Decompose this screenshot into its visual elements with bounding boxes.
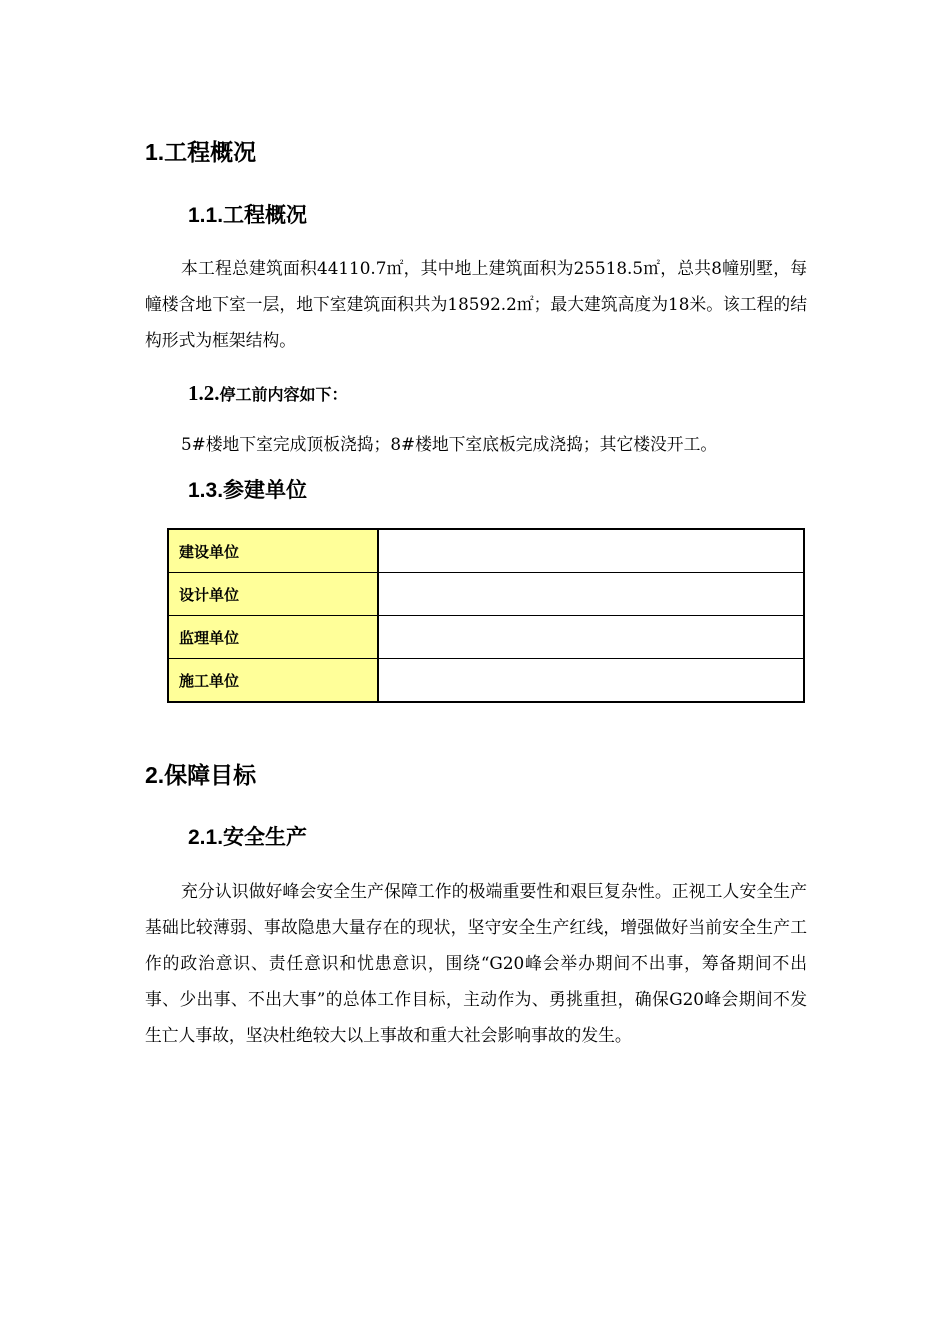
paragraph-project-overview: 本工程总建筑面积44110.7㎡，其中地上建筑面积为25518.5㎡，总共8幢别墅，每幢楼含地下室一层，地下室建筑面积共为18592.2㎡；最大建筑高度为18米。该工程的结构形式为框架结构。 <box>145 258 807 350</box>
table-cell-label: 设计单位 <box>168 573 378 616</box>
table-cell-value <box>378 573 804 616</box>
table-row <box>168 659 804 703</box>
participating-units-table <box>167 528 805 703</box>
heading-section-1-2 <box>188 380 348 408</box>
table-row <box>168 529 804 573</box>
heading-section-2-1: 2.1.安全生产 <box>188 826 308 849</box>
table-row <box>168 616 804 659</box>
paragraph-pre-suspension: 5#楼地下室完成顶板浇捣；8#楼地下室底板完成浇捣；其它楼没开工。 <box>181 434 718 454</box>
heading-section-1: 1.工程概况 <box>145 139 257 165</box>
heading-section-2: 2.保障目标 <box>145 762 257 788</box>
table-cell-label: 施工单位 <box>168 659 378 703</box>
table-cell-value <box>378 659 804 703</box>
heading-section-1-1: 1.1.工程概况 <box>188 204 308 227</box>
heading-section-1-3: 1.3.参建单位 <box>188 479 308 502</box>
table-cell-value <box>378 616 804 659</box>
table-cell-value <box>378 529 804 573</box>
heading-section-1-2-number: 1.2. <box>188 381 220 405</box>
paragraph-safety-production: 充分认识做好峰会安全生产保障工作的极端重要性和艰巨复杂性。正视工人安全生产基础比较薄弱、事故隐患大量存在的现状，坚守安全生产红线，增强做好当前安全生产工作的政治意识、责任意识和忧患意识，围绕“G20峰会举办期间不出事，筹备期间不出事、少出事、不出大事”的总体工作目标，主动作为、勇挑重担，确保G20峰会期间不发生亡人事故，坚决杜绝较大以上事故和重大社会影响事故的发生。 <box>145 881 807 1045</box>
table-row <box>168 573 804 616</box>
heading-section-1-2-text: 停工前内容如下： <box>219 385 348 404</box>
table-cell-label: 建设单位 <box>168 529 378 573</box>
table-cell-label: 监理单位 <box>168 616 378 659</box>
